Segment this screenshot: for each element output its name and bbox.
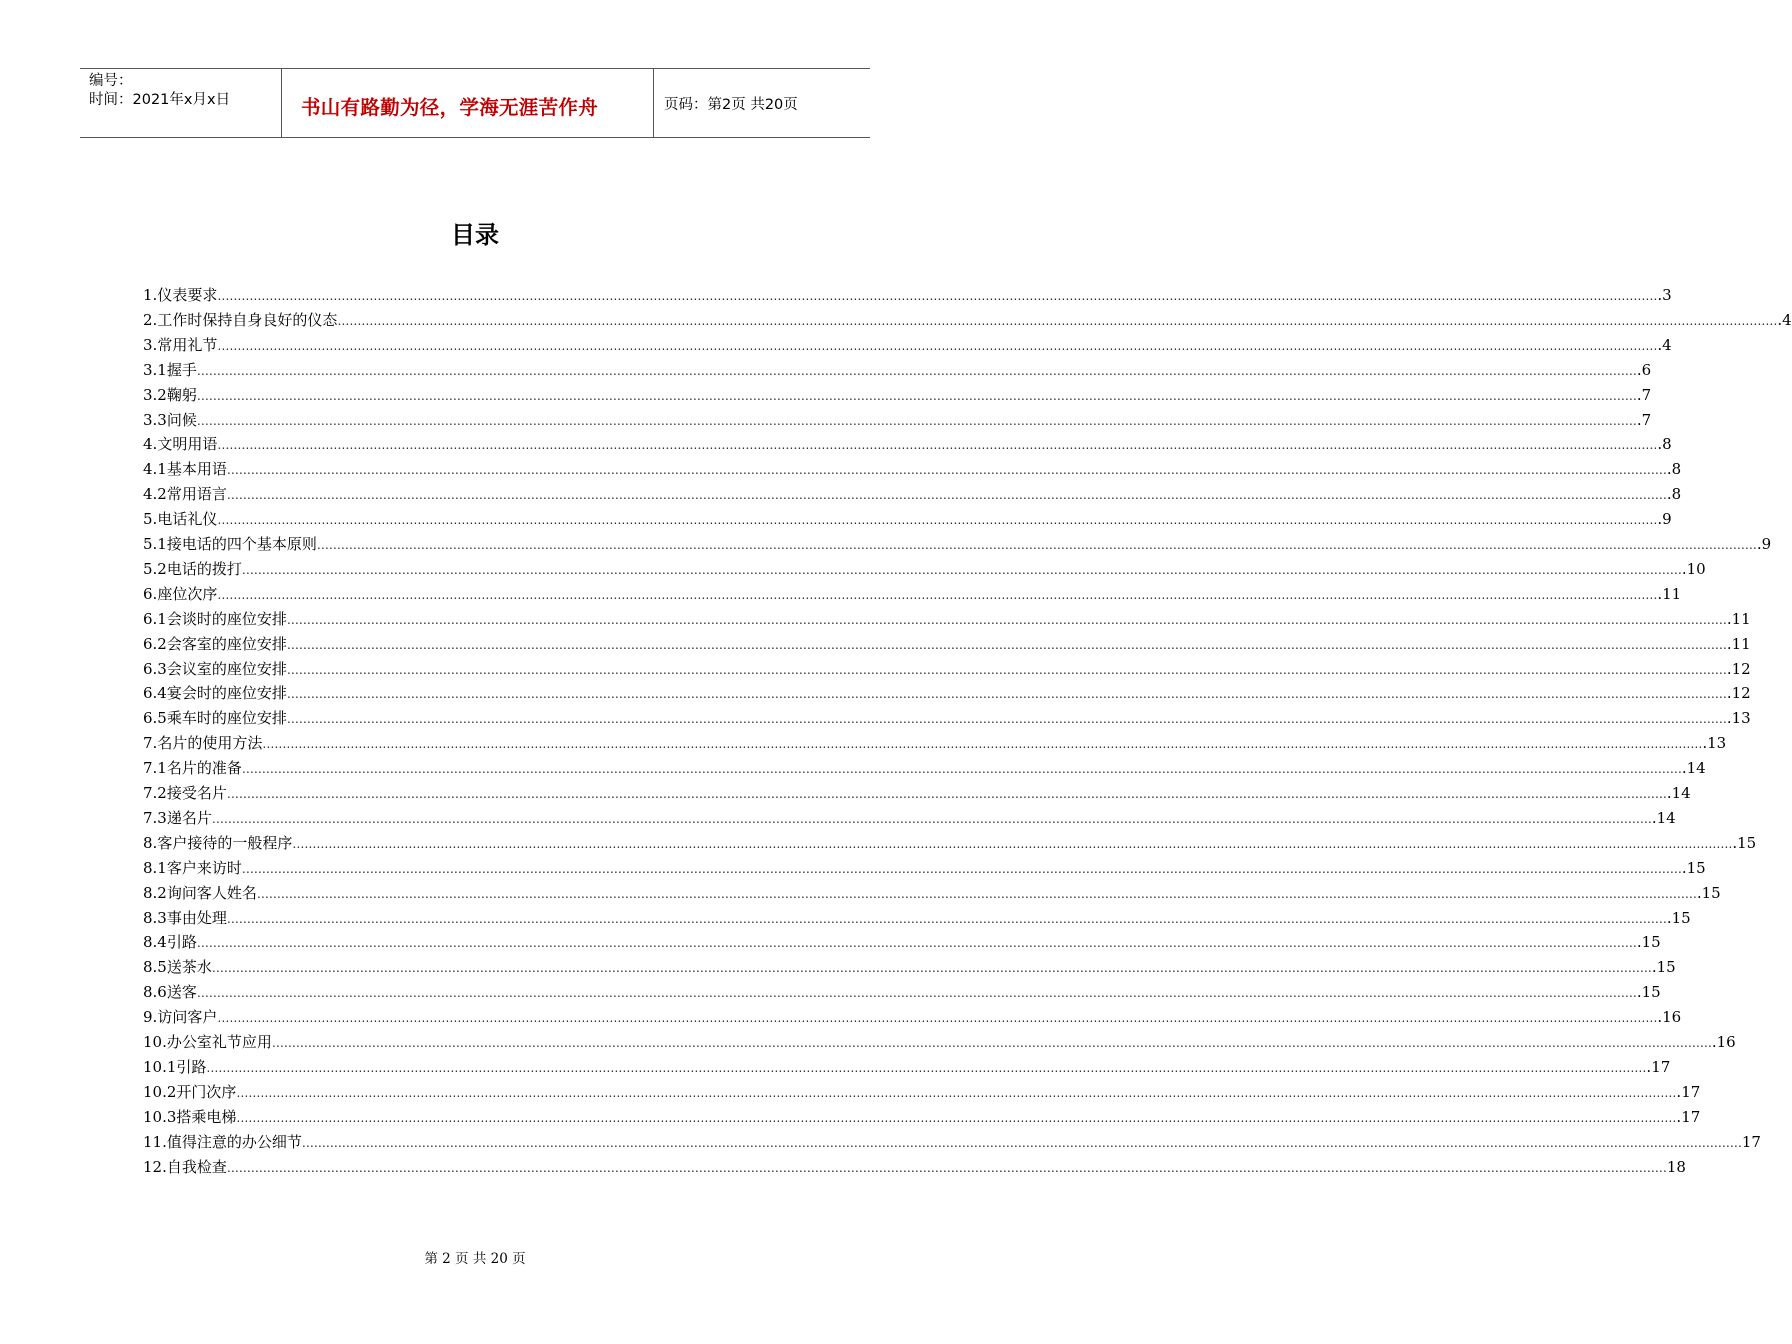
toc-entry-page: .7 xyxy=(1636,410,1652,429)
toc-entry-page: .15 xyxy=(1636,983,1661,1002)
toc-entry-page: .6 xyxy=(1636,360,1652,379)
toc-entry-page: .15 xyxy=(1681,858,1706,877)
header-meta-cell xyxy=(80,69,282,137)
toc-entry-page: .13 xyxy=(1702,734,1727,753)
toc-entry-label: 开门次序 xyxy=(176,1082,237,1101)
toc-entry[interactable] xyxy=(143,1131,1761,1153)
toc-entry[interactable] xyxy=(143,384,1652,406)
doc-date-label: 时间：2021年x月x日 xyxy=(89,92,231,108)
toc-entry-label: 常用礼节 xyxy=(157,335,218,354)
toc-entry-page: .14 xyxy=(1651,808,1676,827)
toc-title: 目录 xyxy=(451,221,499,249)
toc-entry-label: 事由处理 xyxy=(166,908,227,927)
toc-entry[interactable] xyxy=(143,409,1652,431)
toc-entry-number: 7.1 xyxy=(143,759,167,778)
toc-entry-number: 6.3 xyxy=(143,659,167,678)
header-page-cell xyxy=(654,69,870,137)
toc-entry-label: 会客室的座位安排 xyxy=(166,634,287,653)
toc-entry-page: .13 xyxy=(1726,709,1751,728)
toc-entry-label: 引路 xyxy=(176,1057,207,1076)
toc-entry-number: 6.4 xyxy=(143,684,167,703)
toc-entry-page: 17 xyxy=(1741,1132,1761,1151)
toc-entry[interactable] xyxy=(143,309,1792,331)
toc-entry-leader: ……………………………………………………………………………………………………………………………………………………………………………………………………………………………………………………………………………………………………………………………… xyxy=(211,961,1652,976)
toc-entry-number: 8.6 xyxy=(143,983,167,1002)
toc-entry-number: 5. xyxy=(143,510,158,529)
toc-entry-page: .8 xyxy=(1657,435,1672,454)
toc-entry-leader: ……………………………………………………………………………………………………………………………………………………………………………………………………………………………………………………………………………………………………………………………… xyxy=(217,513,1658,528)
toc-entry-page: .12 xyxy=(1726,659,1751,678)
toc-entry-number: 7.3 xyxy=(143,808,167,827)
toc-entry-page: .11 xyxy=(1726,634,1751,653)
toc-entry[interactable] xyxy=(143,782,1691,804)
toc-entry-number: 10.3 xyxy=(143,1107,177,1126)
toc-entry-number: 8.2 xyxy=(143,883,167,902)
toc-entry[interactable] xyxy=(143,284,1672,306)
toc-entry-number: 10.1 xyxy=(143,1057,177,1076)
toc-entry-number: 6.2 xyxy=(143,634,167,653)
header-page-info: 页码：第2页 共20页 xyxy=(664,97,798,113)
toc-entry-number: 6.5 xyxy=(143,709,167,728)
toc-entry[interactable] xyxy=(143,533,1772,555)
toc-entry[interactable] xyxy=(143,931,1661,953)
toc-entry[interactable] xyxy=(143,907,1691,929)
toc-entry-leader: ……………………………………………………………………………………………………………………………………………………………………………………………………………………………………………………………………………………………………………………………… xyxy=(196,388,1637,403)
toc-entry-leader: ……………………………………………………………………………………………………………………………………………………………………………………………………………………………………………………………………………………………………………………………… xyxy=(286,612,1727,627)
toc-entry-label: 引路 xyxy=(166,933,197,952)
toc-entry-page: .15 xyxy=(1666,908,1691,927)
toc-entry-number: 4.2 xyxy=(143,485,167,504)
toc-entry[interactable] xyxy=(143,981,1661,1003)
toc-entry-page: .15 xyxy=(1732,833,1757,852)
toc-entry-leader: ……………………………………………………………………………………………………………………………………………………………………………………………………………………………………………………………………………………………………………………………… xyxy=(196,413,1637,428)
toc-entry-page: .10 xyxy=(1681,559,1706,578)
toc-entry-number: 8.5 xyxy=(143,958,167,977)
toc-entry-leader: ……………………………………………………………………………………………………………………………………………………………………………………………………………………………………………………………………………………………………………………………… xyxy=(226,488,1667,503)
toc-entry-number: 4.1 xyxy=(143,460,167,479)
toc-entry-number: 3. xyxy=(143,335,158,354)
toc-entry-leader: ……………………………………………………………………………………………………………………………………………………………………………………………………………………………………………………………………………………………………………………………… xyxy=(217,338,1658,353)
toc-entry-number: 11. xyxy=(143,1132,167,1151)
toc-entry-page: .15 xyxy=(1696,883,1721,902)
toc-entry-leader: ……………………………………………………………………………………………………………………………………………………………………………………………………………………………………………………………………………………………………………………………… xyxy=(286,712,1727,727)
toc-entry[interactable] xyxy=(143,608,1751,630)
toc-entry-label: 接受名片 xyxy=(166,784,227,802)
toc-entry-page: .4 xyxy=(1657,335,1672,354)
toc-entry-number: 4. xyxy=(143,435,158,454)
toc-entry-leader: ……………………………………………………………………………………………………………………………………………………………………………………………………………………………………………………………………………………………………………………………… xyxy=(217,289,1658,303)
toc-entry-page: .17 xyxy=(1676,1082,1701,1101)
toc-entry[interactable] xyxy=(143,334,1672,356)
toc-entry-label: 文明用语 xyxy=(157,435,218,454)
toc-entry-label: 会谈时的座位安排 xyxy=(166,609,287,628)
toc-entry-leader: ……………………………………………………………………………………………………………………………………………………………………………………………………………………………………………………………………………………………………………………………… xyxy=(226,911,1667,926)
toc-entry-label: 仪表要求 xyxy=(157,286,218,304)
toc-entry-number: 12. xyxy=(143,1157,167,1176)
toc-entry-page: .8 xyxy=(1666,460,1682,479)
toc-entry-number: 10. xyxy=(143,1033,167,1051)
toc-entry-leader: ……………………………………………………………………………………………………………………………………………………………………………………………………………………………………………………………………………………………………………………………… xyxy=(211,811,1652,826)
toc-entry[interactable] xyxy=(143,558,1706,580)
toc-entry[interactable] xyxy=(143,1106,1701,1128)
toc-entry[interactable] xyxy=(143,1156,1686,1178)
toc-entry[interactable] xyxy=(143,956,1676,978)
toc-entry-leader: ……………………………………………………………………………………………………………………………………………………………………………………………………………………………………………………………………………………………………………………………… xyxy=(226,463,1667,478)
toc-entry-page: .15 xyxy=(1651,958,1676,977)
toc-entry-leader: ……………………………………………………………………………………………………………………………………………………………………………………………………………………………………………………………………………………………………………………………… xyxy=(236,1110,1677,1125)
toc-entry-label: 访问客户 xyxy=(157,1008,218,1027)
toc-entry-number: 3.3 xyxy=(143,410,167,429)
toc-entry[interactable] xyxy=(143,732,1727,754)
toc-entry-page: .9 xyxy=(1756,535,1772,553)
toc-entry-page: .14 xyxy=(1666,784,1691,802)
toc-entry-number: 7. xyxy=(143,734,158,753)
toc-entry[interactable] xyxy=(143,1006,1682,1028)
toc-entry-leader: ……………………………………………………………………………………………………………………………………………………………………………………………………………………………………………………………………………………………………………………………… xyxy=(256,886,1697,901)
toc-entry-page: .8 xyxy=(1666,485,1682,504)
toc-entry-page: .12 xyxy=(1726,684,1751,703)
toc-entry-leader: ……………………………………………………………………………………………………………………………………………………………………………………………………………………………………………………………………………………………………………………………… xyxy=(292,836,1733,851)
toc-entry-leader: ……………………………………………………………………………………………………………………………………………………………………………………………………………………………………………………………………………………………………………………………… xyxy=(226,787,1667,801)
toc-entry[interactable] xyxy=(143,807,1676,829)
toc-entry-page: .15 xyxy=(1636,933,1661,952)
toc-entry-leader: ……………………………………………………………………………………………………………………………………………………………………………………………………………………………………………………………………………………………………………………………… xyxy=(286,662,1727,677)
toc-entry-leader: ……………………………………………………………………………………………………………………………………………………………………………………………………………………………………………………………………………………………………………………………… xyxy=(226,1160,1667,1175)
toc-entry-number: 6.1 xyxy=(143,609,167,628)
toc-entry[interactable] xyxy=(143,508,1672,530)
toc-entry-page: 18 xyxy=(1666,1157,1686,1176)
toc-entry-leader: ……………………………………………………………………………………………………………………………………………………………………………………………………………………………………………………………………………………………………………………………… xyxy=(301,1135,1742,1150)
toc-entry-label: 乘车时的座位安排 xyxy=(166,709,287,728)
toc-entry-label: 座位次序 xyxy=(157,584,218,603)
toc-entry-leader: ……………………………………………………………………………………………………………………………………………………………………………………………………………………………………………………………………………………………………………………………… xyxy=(241,861,1682,876)
toc-entry[interactable] xyxy=(143,483,1682,505)
toc-entry-page: .17 xyxy=(1676,1107,1701,1126)
toc-entry-number: 8.3 xyxy=(143,908,167,927)
toc-entry-number: 10.2 xyxy=(143,1082,177,1101)
toc-entry-leader: ……………………………………………………………………………………………………………………………………………………………………………………………………………………………………………………………………………………………………………………………… xyxy=(286,687,1727,702)
toc-entry-leader: ……………………………………………………………………………………………………………………………………………………………………………………………………………………………………………………………………………………………………………………………… xyxy=(316,538,1757,552)
toc-entry-page: .17 xyxy=(1646,1057,1671,1076)
toc-entry-page: .4 xyxy=(1777,310,1792,329)
header-motto: 书山有路勤为径，学海无涯苦作舟 xyxy=(301,96,599,119)
toc-entry-label: 递名片 xyxy=(166,808,212,827)
toc-entry-label: 自我检查 xyxy=(166,1157,227,1176)
toc-entry-label: 工作时保持自身良好的仪态 xyxy=(157,310,338,329)
toc-entry-leader: ……………………………………………………………………………………………………………………………………………………………………………………………………………………………………………………………………………………………………………………………… xyxy=(271,1036,1712,1050)
toc-entry[interactable] xyxy=(143,1056,1671,1078)
toc-entry-label: 送茶水 xyxy=(166,958,212,977)
toc-entry-label: 名片的使用方法 xyxy=(157,734,263,753)
toc-entry-label: 宴会时的座位安排 xyxy=(166,684,287,703)
toc-entry[interactable] xyxy=(143,882,1721,904)
toc-entry-number: 2. xyxy=(143,310,158,329)
toc-entry-number: 9. xyxy=(143,1008,158,1027)
toc-entry-number: 5.1 xyxy=(143,535,167,553)
toc-entry-page: .9 xyxy=(1657,510,1672,529)
toc-entry-label: 基本用语 xyxy=(166,460,227,479)
toc-entry-number: 3.1 xyxy=(143,360,167,379)
page-header xyxy=(80,68,870,138)
toc-entry-label: 名片的准备 xyxy=(166,759,242,778)
toc-entry[interactable] xyxy=(143,857,1706,879)
toc-entry[interactable] xyxy=(143,583,1682,605)
toc-entry[interactable] xyxy=(143,682,1751,704)
toc-entry-label: 询问客人姓名 xyxy=(166,883,257,902)
toc-entry[interactable] xyxy=(143,633,1751,655)
toc-entry-leader: ……………………………………………………………………………………………………………………………………………………………………………………………………………………………………………………………………………………………………………………………… xyxy=(241,762,1682,777)
toc-entry-label: 客户来访时 xyxy=(166,858,242,877)
toc-entry-page: .11 xyxy=(1726,609,1751,628)
toc-entry-label: 搭乘电梯 xyxy=(176,1107,237,1126)
toc-entry-number: 8. xyxy=(143,833,158,852)
toc-entry-leader: ……………………………………………………………………………………………………………………………………………………………………………………………………………………………………………………………………………………………………………………………… xyxy=(196,936,1637,951)
toc-entry-leader: ……………………………………………………………………………………………………………………………………………………………………………………………………………………………………………………………………………………………………………………………… xyxy=(206,1060,1647,1075)
toc-entry-label: 客户接待的一般程序 xyxy=(157,833,293,852)
toc-entry-leader: ……………………………………………………………………………………………………………………………………………………………………………………………………………………………………………………………………………………………………………………………… xyxy=(286,637,1727,652)
toc-entry-number: 1. xyxy=(143,286,158,304)
header-motto-cell xyxy=(281,69,654,137)
toc-entry-label: 握手 xyxy=(166,360,197,379)
toc-entry-leader: ……………………………………………………………………………………………………………………………………………………………………………………………………………………………………………………………………………………………………………………………… xyxy=(196,986,1637,1001)
toc-entry-label: 值得注意的办公细节 xyxy=(166,1132,302,1151)
toc-entry[interactable] xyxy=(143,359,1652,381)
toc-entry-leader: ……………………………………………………………………………………………………………………………………………………………………………………………………………………………………………………………………………………………………………………………… xyxy=(217,438,1658,453)
toc-entry-leader: ……………………………………………………………………………………………………………………………………………………………………………………………………………………………………………………………………………………………………………………………… xyxy=(337,313,1778,328)
toc-entry-label: 常用语言 xyxy=(166,485,227,504)
toc-entry[interactable] xyxy=(143,658,1751,680)
toc-entry[interactable] xyxy=(143,1031,1736,1053)
toc-entry-leader: ……………………………………………………………………………………………………………………………………………………………………………………………………………………………………………………………………………………………………………………………… xyxy=(217,587,1658,602)
toc-entry-number: 7.2 xyxy=(143,784,167,802)
toc-entry-label: 送客 xyxy=(166,983,197,1002)
toc-entry[interactable] xyxy=(143,458,1682,480)
toc-entry-label: 会议室的座位安排 xyxy=(166,659,287,678)
toc-entry-label: 问候 xyxy=(166,410,197,429)
toc-entry[interactable] xyxy=(143,433,1672,455)
toc-entry[interactable] xyxy=(143,1081,1701,1103)
toc-entry[interactable] xyxy=(143,707,1751,729)
toc-entry-leader: ……………………………………………………………………………………………………………………………………………………………………………………………………………………………………………………………………………………………………………………………… xyxy=(241,562,1682,577)
toc-entry-number: 8.4 xyxy=(143,933,167,952)
toc-entry-page: .3 xyxy=(1657,286,1672,304)
toc-entry-leader: ……………………………………………………………………………………………………………………………………………………………………………………………………………………………………………………………………………………………………………………………… xyxy=(196,363,1637,378)
doc-number-label: 编号： xyxy=(89,73,133,89)
toc-entry-label: 接电话的四个基本原则 xyxy=(166,535,317,553)
toc-entry-leader: ……………………………………………………………………………………………………………………………………………………………………………………………………………………………………………………………………………………………………………………………… xyxy=(217,1011,1658,1026)
toc-entry-number: 3.2 xyxy=(143,385,167,404)
toc-entry-label: 电话的拨打 xyxy=(166,559,242,578)
toc-entry-page: .7 xyxy=(1636,385,1652,404)
toc-entry[interactable] xyxy=(143,832,1757,854)
toc-entry-number: 6. xyxy=(143,584,158,603)
toc-entry-label: 鞠躬 xyxy=(166,385,197,404)
toc-entry-label: 办公室礼节应用 xyxy=(166,1033,272,1051)
toc-entry-leader: ……………………………………………………………………………………………………………………………………………………………………………………………………………………………………………………………………………………………………………………………… xyxy=(236,1085,1677,1100)
toc-entry-page: .16 xyxy=(1711,1033,1736,1051)
toc-entry-leader: ……………………………………………………………………………………………………………………………………………………………………………………………………………………………………………………………………………………………………………………………… xyxy=(262,737,1703,752)
toc-entry-page: .11 xyxy=(1657,584,1682,603)
toc-entry[interactable] xyxy=(143,757,1706,779)
toc-entry-page: .14 xyxy=(1681,759,1706,778)
toc-entry-number: 8.1 xyxy=(143,858,167,877)
toc-entry-label: 电话礼仪 xyxy=(157,510,218,529)
page-footer: 第 2 页 共 20 页 xyxy=(424,1251,526,1267)
toc-entry-page: .16 xyxy=(1657,1008,1682,1027)
toc-entry-number: 5.2 xyxy=(143,559,167,578)
